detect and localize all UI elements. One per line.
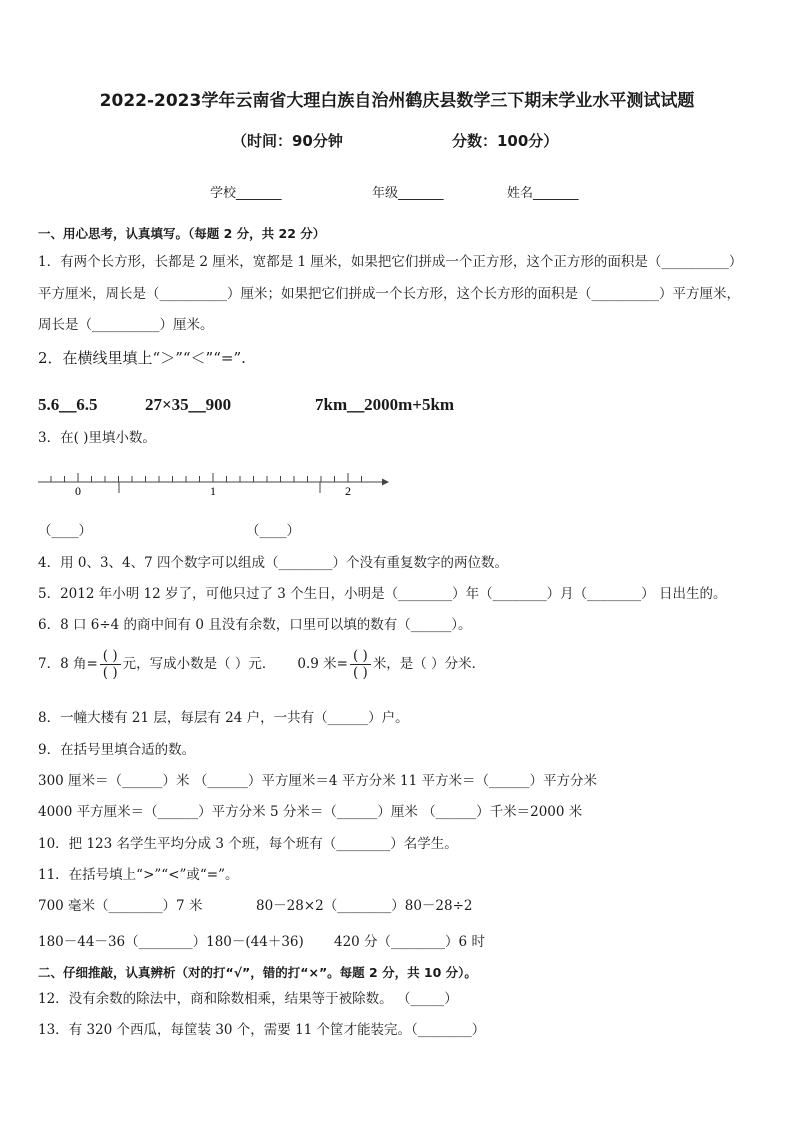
question-7-part-3: 0.9 米=	[297, 656, 348, 672]
number-line-ticks	[51, 473, 362, 482]
page-title: 2022-2023学年云南省大理白族自治州鹤庆县数学三下期末学业水平测试试题	[99, 91, 695, 111]
question-1-line-2: 平方厘米，周长是（__________）厘米；如果把它们拼成一个长方形，这个长方形的面积是（__________）平方厘米，	[38, 286, 740, 302]
question-9: 9．在括号里填合适的数。	[38, 742, 196, 758]
tick-label-1: 1	[210, 484, 216, 498]
number-line-arrow	[382, 479, 389, 486]
question-7	[38, 648, 485, 681]
tick-label-2: 2	[345, 484, 351, 498]
section-2-heading: 二、仔细推敲，认真辨析（对的打“√”，错的打“×”。每题 2 分，共 10 分）。	[38, 965, 477, 980]
question-7-part-1: 7．8 角=	[38, 656, 98, 672]
question-3: 3．在( )里填小数。	[38, 430, 156, 446]
question-12: 12．没有余数的除法中，商和除数相乘，结果等于被除数。 （_____）	[38, 991, 458, 1007]
fraction-1[interactable]: $\frac{( )}{( )}$	[100, 648, 121, 681]
question-11: 11．在括号填上“>”“<”或“=”。	[38, 867, 239, 883]
grade-field[interactable]: 年级_______	[372, 186, 444, 201]
question-2-b: 27×35＿900	[145, 395, 232, 414]
question-13: 13．有 320 个西瓜，每筐装 30 个，需要 11 个筐才能装完。（________）	[38, 1022, 486, 1038]
question-11-a: 700 毫米（________）7 米	[38, 898, 203, 914]
section-1-heading: 一、用心思考，认真填写。（每题 2 分，共 22 分）	[38, 226, 326, 241]
question-1-line-1: 1．有两个长方形，长都是 2 厘米，宽都是 1 厘米，如果把它们拼成一个正方形，这个正方形的面积是（__________）	[38, 254, 743, 270]
question-1-line-3: 周长是（__________）厘米。	[38, 317, 214, 333]
school-field[interactable]: 学校_______	[210, 186, 282, 201]
question-2: 2．在横线里填上“＞”“＜”“=”.	[38, 349, 246, 367]
fraction-2[interactable]: $\frac{( )}{( )}$	[350, 648, 371, 681]
question-10: 10．把 123 名学生平均分成 3 个班，每个班有（________）名学生。	[38, 836, 458, 852]
question-11-c: 180－44－36（________）180－(44＋36)	[38, 934, 304, 950]
question-3-blank-a[interactable]: （____）	[38, 523, 92, 539]
question-3-blank-b[interactable]: （____）	[246, 523, 300, 539]
question-9-line-2: 4000 平方厘米＝（______）平方分米 5 分米＝（______）厘米 （______）千米＝2000 米	[38, 804, 583, 820]
question-8: 8．一幢大楼有 21 层，每层有 24 户，一共有（______）户。	[38, 710, 409, 726]
question-9-line-1: 300 厘米＝（______）米 （______）平方厘米＝4 平方分米 11 平方米＝（______）平方分米	[38, 773, 597, 789]
question-7-part-2: 元，写成小数是（ ）元．	[122, 656, 276, 672]
question-2-c: 7km＿2000m+5km	[315, 395, 455, 414]
question-4: 4．用 0、3、4、7 四个数字可以组成（________）个没有重复数字的两位数。	[38, 555, 509, 571]
question-6: 6．8 口 6÷4 的商中间有 0 且没有余数，口里可以填的数有（______）。	[38, 617, 472, 633]
question-5: 5．2012 年小明 12 岁了，可他只过了 3 个生日，小明是（________）年（________）月（________） 日出生的。	[38, 586, 727, 602]
question-2-a: 5.6＿6.5	[38, 395, 98, 414]
question-11-b: 80－28×2（________）80－28÷2	[256, 898, 473, 914]
exam-time: （时间：90分钟	[232, 132, 343, 150]
tick-label-0: 0	[75, 484, 81, 498]
question-7-part-4: 米，是（ ）分米．	[372, 656, 486, 672]
exam-score: 分数：100分）	[452, 132, 559, 150]
name-field[interactable]: 姓名_______	[507, 186, 579, 201]
question-11-d: 420 分（________）6 时	[334, 934, 485, 950]
number-line	[36, 462, 396, 502]
